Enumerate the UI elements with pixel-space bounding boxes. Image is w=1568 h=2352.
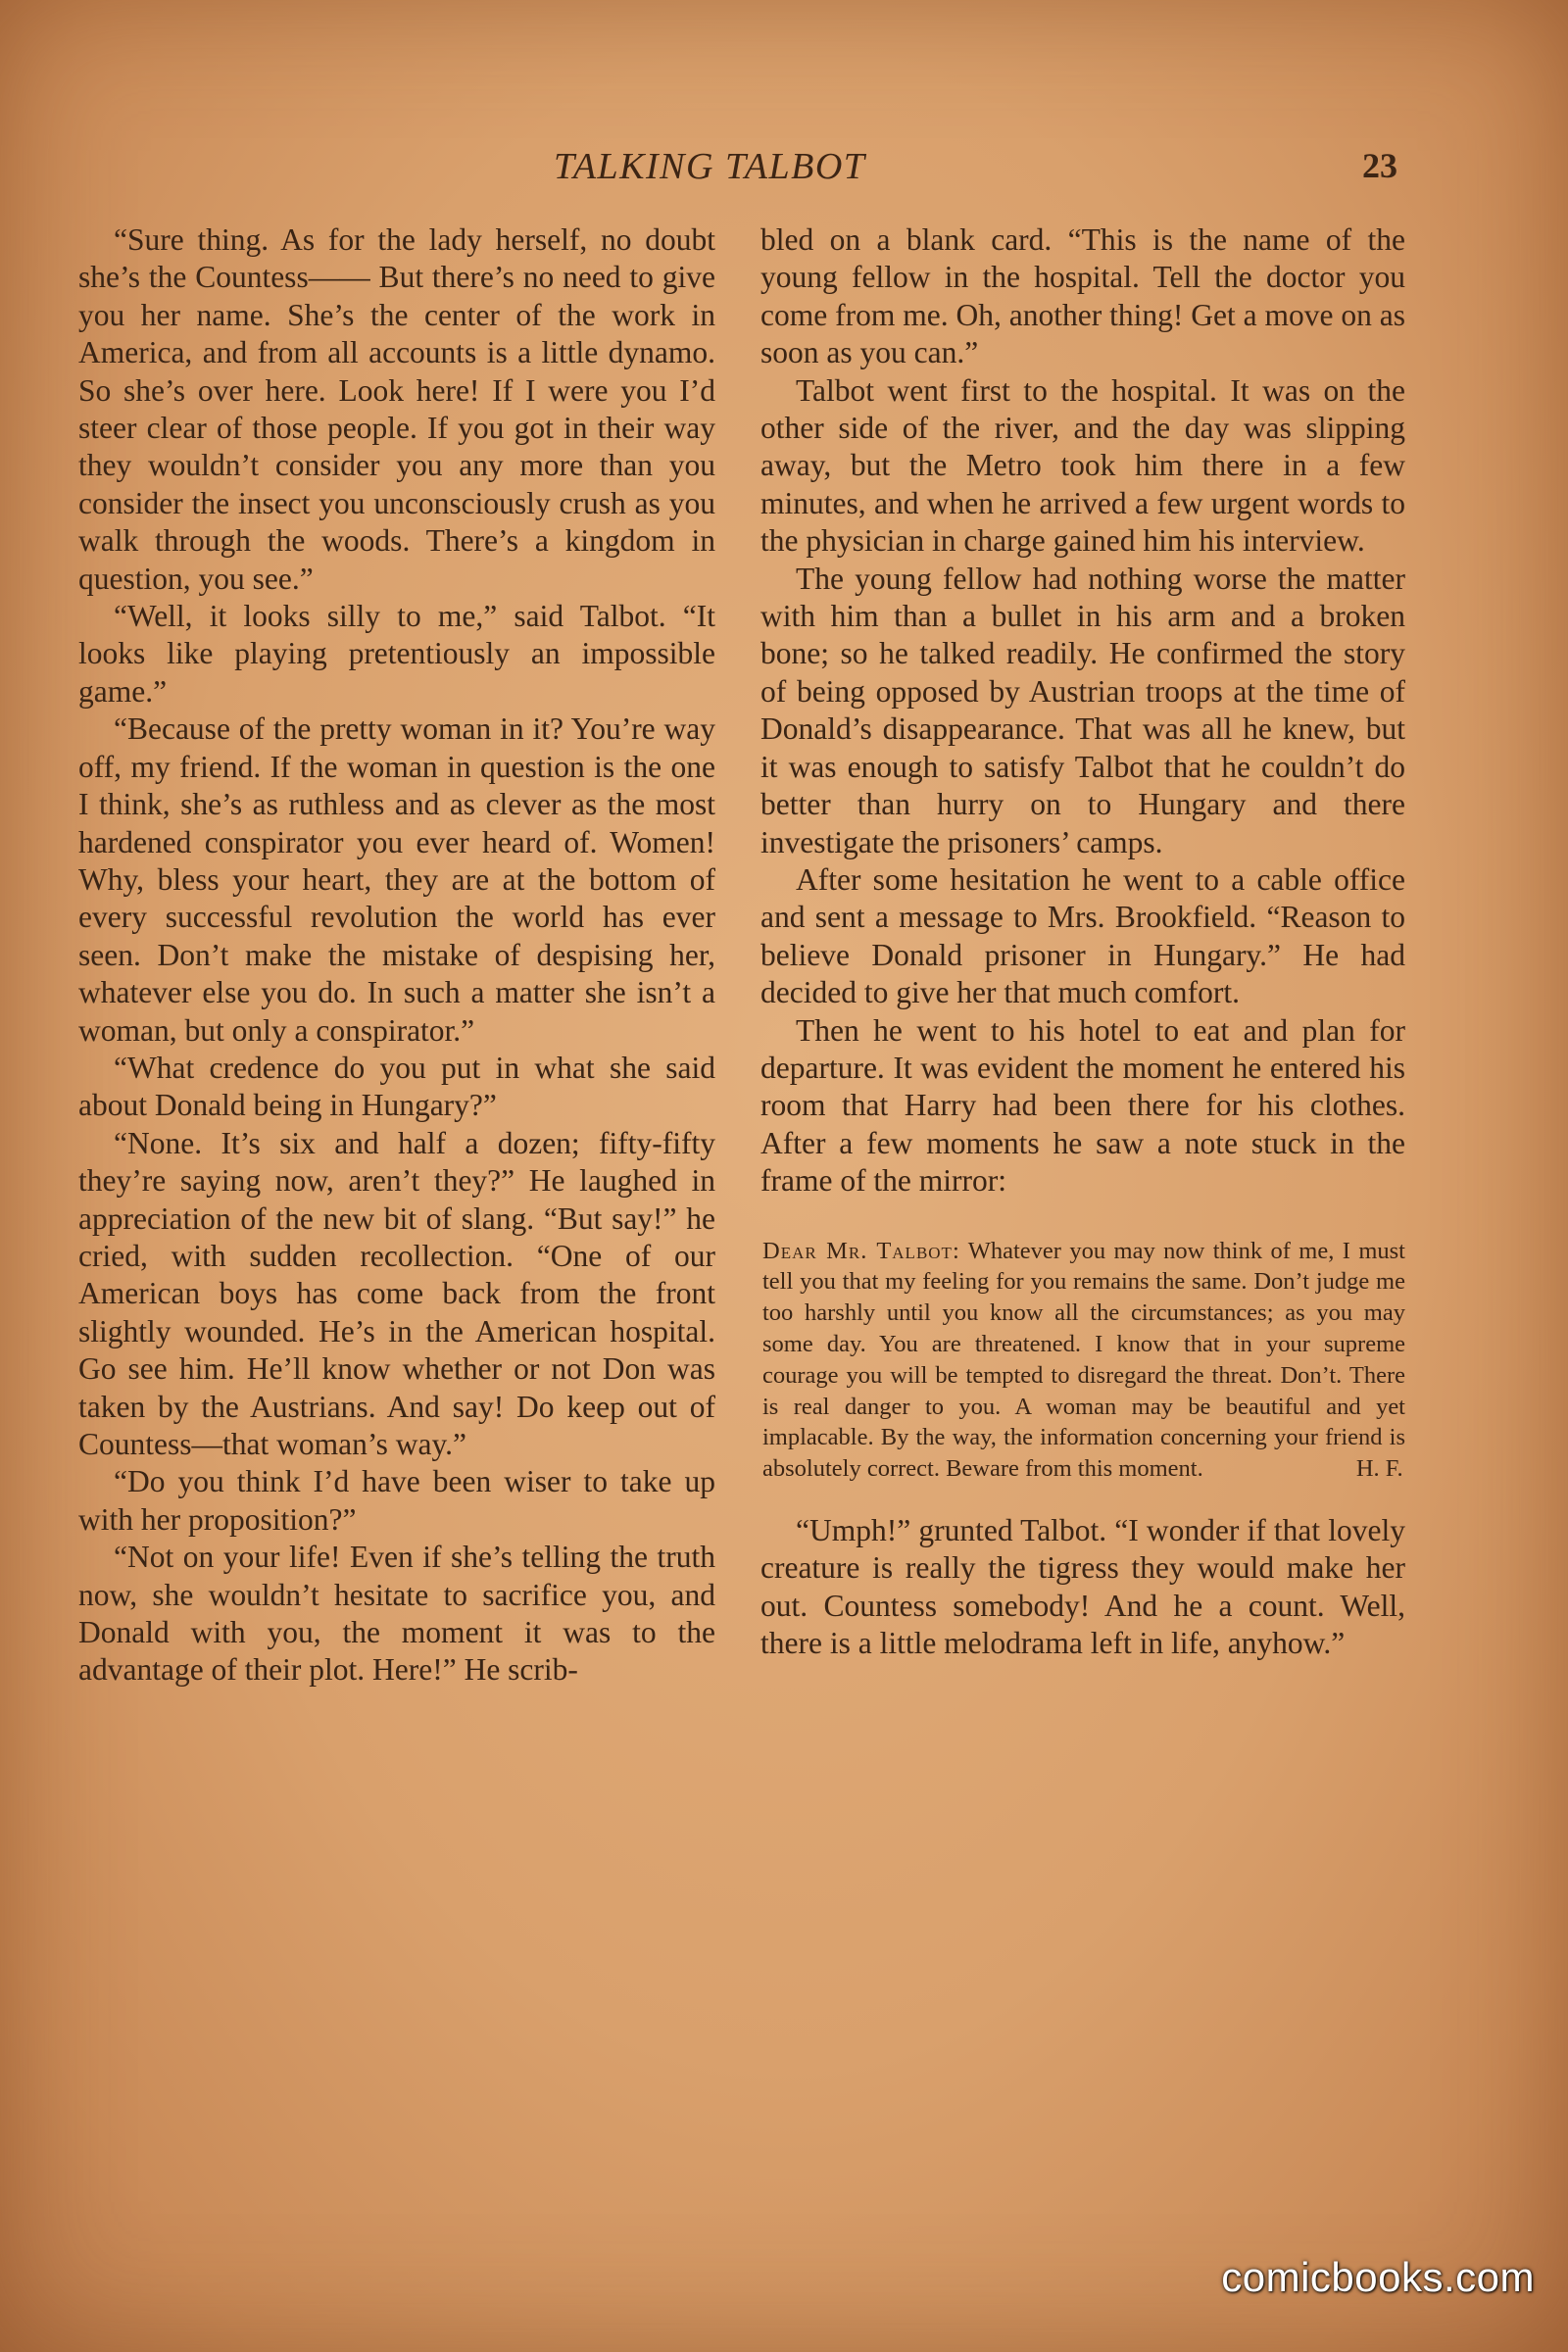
letter-body: Whatever you may now think of me, I must tell you that my feeling for you remains the same. Don’t judge me too harshly until you know all the circumstances; as you may some day. You are threatened. I know that in your supreme courage you will be tempted to disregard the threat. Don’t. There is real danger to you. A woman may be beautiful and yet implacable. By the way, the information concerning your friend is absolutely correct. Beware from this moment. bbox=[762, 1237, 1405, 1483]
paragraph: “None. It’s six and half a dozen; fifty-fifty they’re saying now, aren’t they?” He laughed in appreciation of the new bit of slang. “But say!” he cried, with sudden recollection. “One of our American boys has come back from the front slightly wounded. He’s in the American hospital. Go see him. He’ll know whether or not Don was taken by the Austrians. And say! Do keep out of Countess—that woman’s way.” bbox=[78, 1125, 715, 1461]
paragraph: Then he went to his hotel to eat and plan for departure. It was evident the moment he entered his room that Harry had been there for his clothes. After a few moments he saw a note stuck in the frame of the mirror: bbox=[760, 1012, 1405, 1199]
paragraph: After some hesitation he went to a cable office and sent a message to Mrs. Brookfield. “Reason to believe Donald prisoner in Hungary.” He had decided to give her that much comfort. bbox=[760, 861, 1405, 1010]
running-header bbox=[0, 145, 1568, 194]
paragraph: The young fellow had nothing worse the matter with him than a bullet in his arm and a broken bone; so he talked readily. He confirmed the story of being opposed by Austrian troops at the time of Donald’s disappearance. That was all he knew, but it was enough to satisfy Talbot that he couldn’t do better than hurry on to Hungary and there investigate the prisoners’ camps. bbox=[760, 561, 1405, 859]
paragraph: “Because of the pretty woman in it? You’re way off, my friend. If the woman in question is the one I think, she’s as ruthless and as clever as the most hardened conspirator you ever heard of. Women! Why, bless your heart, they are at the bottom of every successful revolution the world has ever seen. Don’t make the mistake of despising her, whatever else you do. In such a matter she isn’t a woman, but only a conspirator.” bbox=[78, 711, 715, 1048]
paragraph: Talbot went first to the hospital. It was on the other side of the river, and the day was slipping away, but the Metro took him there in a few minutes, and when he arrived a few urgent words to the physician in charge gained him his interview. bbox=[760, 372, 1405, 559]
right-column bbox=[760, 221, 1405, 1663]
note-letter bbox=[762, 1236, 1405, 1485]
running-title: TALKING TALBOT bbox=[554, 146, 866, 187]
paragraph: “Sure thing. As for the lady herself, no doubt she’s the Countess—— But there’s no need to give you her name. She’s the center of the work in America, and from all accounts is a little dynamo. So she’s over here. Look here! If I were you I’d steer clear of those people. If you got in their way they wouldn’t consider you any more than you consider the insect you unconsciously crush as you walk through the woods. There’s a kingdom in question, you see.” bbox=[78, 222, 715, 596]
letter-signature: H. F. bbox=[1355, 1455, 1403, 1483]
paragraph: “What credence do you put in what she said about Donald being in Hungary?” bbox=[78, 1050, 715, 1123]
paragraph: “Umph!” grunted Talbot. “I wonder if that lovely creature is really the tigress they would make her out. Countess somebody! And he a count. Well, there is a little melodrama left in life, anyhow.” bbox=[760, 1512, 1405, 1661]
left-column bbox=[78, 221, 715, 1690]
letter-salutation: Dear Mr. Talbot: bbox=[762, 1237, 960, 1264]
paragraph: “Not on your life! Even if she’s telling the truth now, she wouldn’t hesitate to sacrifice you, and Donald with you, the moment it was to the advantage of their plot. Here!” He scrib- bbox=[78, 1540, 715, 1688]
site-watermark: comicbooks.com bbox=[1221, 2254, 1535, 2300]
paragraph: “Do you think I’d have been wiser to take up with her proposition?” bbox=[78, 1464, 715, 1537]
paragraph: bled on a blank card. “This is the name of the young fellow in the hospital. Tell the doctor you come from me. Oh, another thing! Get a move on as soon as you can.” bbox=[760, 222, 1405, 370]
paragraph: “Well, it looks silly to me,” said Talbot. “It looks like playing pretentiously an impossible game.” bbox=[78, 599, 715, 709]
page-number: 23 bbox=[1362, 146, 1397, 185]
